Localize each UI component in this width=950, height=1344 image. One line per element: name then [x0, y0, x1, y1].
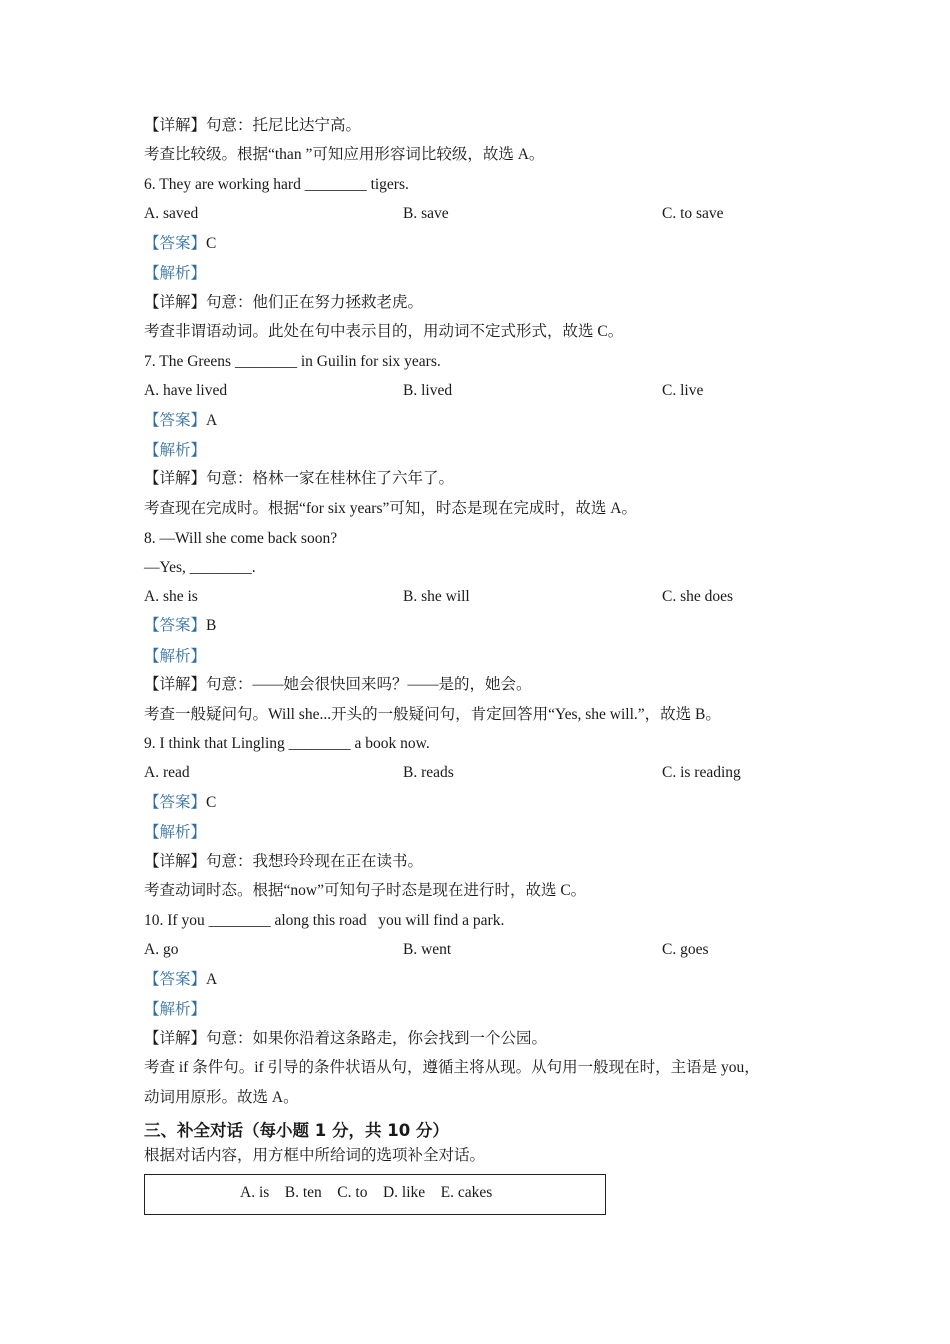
question-9-answer [144, 793, 216, 813]
section-3-heading: 三、补全对话（每小题 1 分，共 10 分） [144, 1121, 449, 1140]
question-10-option-c: C. goes [662, 941, 709, 958]
question-10-explanation: 考查 if 条件句。if 引导的条件状语从句，遵循主将从现。从句用一般现在时，主语是 you， [144, 1059, 760, 1076]
answer-value: C [206, 235, 217, 252]
word-bank-box [144, 1174, 606, 1215]
answer-label: 【答案】 [144, 617, 207, 634]
question-6-explanation: 考查非谓语动词。此处在句中表示目的，用动词不定式形式，故选 C。 [144, 323, 624, 340]
question-7-detail: 【详解】句意：格林一家在桂林住了六年了。 [144, 470, 455, 487]
question-10-explanation-continued: 动词用原形。故选 A。 [144, 1089, 299, 1106]
question-10-stem: 10. If you ________ along this road you will find a park. [144, 912, 505, 929]
question-6-stem: 6. They are working hard ________ tigers. [144, 176, 409, 193]
question-10-answer [144, 970, 217, 990]
question-7-option-c: C. live [662, 382, 704, 399]
answer-label: 【答案】 [144, 235, 207, 252]
question-8-answer [144, 616, 216, 636]
question-7-option-a: A. have lived [144, 382, 228, 399]
question-7-explanation: 考查现在完成时。根据“for six years”可知，时态是现在完成时，故选 A。 [144, 500, 637, 517]
answer-label: 【答案】 [144, 794, 207, 811]
question-6-option-c: C. to save [662, 205, 724, 222]
question-10-detail: 【详解】句意：如果你沿着这条路走，你会找到一个公园。 [144, 1030, 548, 1047]
question-10-option-b: B. went [403, 941, 452, 958]
word-bank-options: A. is B. ten C. to D. like E. cakes [240, 1184, 493, 1201]
question-10-option-a: A. go [144, 941, 179, 958]
question-9-option-c: C. is reading [662, 764, 741, 781]
question-8-detail: 【详解】句意：——她会很快回来吗？——是的，她会。 [144, 676, 532, 693]
question-9-explanation: 考查动词时态。根据“now”可知句子时态是现在进行时，故选 C。 [144, 882, 587, 899]
question-7-analysis-label: 【解析】 [144, 442, 207, 459]
answer-value: C [206, 794, 217, 811]
question-9-stem: 9. I think that Lingling ________ a book now. [144, 735, 430, 752]
question-9-option-b: B. reads [403, 764, 454, 781]
question-9-analysis-label: 【解析】 [144, 824, 207, 841]
question-7-stem: 7. The Greens ________ in Guilin for six years. [144, 353, 441, 370]
question-8-option-a: A. she is [144, 588, 198, 605]
detail-line: 【详解】句意：托尼比达宁高。 [144, 117, 362, 134]
question-6-answer [144, 234, 216, 254]
question-8-analysis-label: 【解析】 [144, 648, 207, 665]
question-6-option-a: A. saved [144, 205, 199, 222]
question-6-option-b: B. save [403, 205, 449, 222]
answer-value: A [206, 971, 218, 988]
question-9-option-a: A. read [144, 764, 190, 781]
question-8-stem: 8. —Will she come back soon? [144, 530, 338, 547]
question-6-detail: 【详解】句意：他们正在努力拯救老虎。 [144, 294, 424, 311]
section-3-instruction: 根据对话内容，用方框中所给词的选项补全对话。 [144, 1147, 486, 1164]
answer-value: B [206, 617, 217, 634]
question-10-analysis-label: 【解析】 [144, 1001, 207, 1018]
answer-label: 【答案】 [144, 412, 207, 429]
explanation-line: 考查比较级。根据“than ”可知应用形容词比较级，故选 A。 [144, 146, 545, 163]
question-7-answer [144, 411, 217, 431]
question-8-stem-reply: —Yes, ________. [144, 559, 256, 576]
question-8-explanation: 考查一般疑问句。Will she...开头的一般疑问句，肯定回答用“Yes, she will.”，故选 B。 [144, 706, 721, 723]
question-6-analysis-label: 【解析】 [144, 265, 207, 282]
question-7-option-b: B. lived [403, 382, 453, 399]
answer-value: A [206, 412, 218, 429]
question-8-option-c: C. she does [662, 588, 734, 605]
answer-label: 【答案】 [144, 971, 207, 988]
question-9-detail: 【详解】句意：我想玲玲现在正在读书。 [144, 853, 424, 870]
question-8-option-b: B. she will [403, 588, 470, 605]
